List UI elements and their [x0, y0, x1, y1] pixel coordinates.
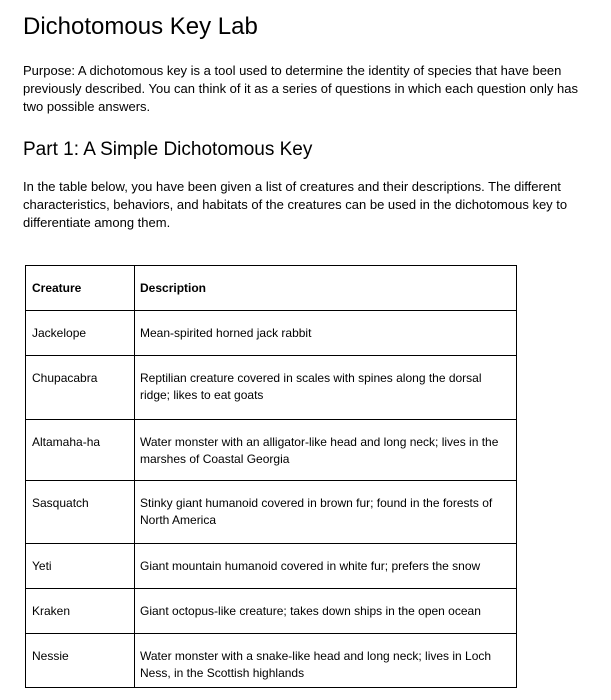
creature-name: Nessie — [32, 649, 69, 663]
header-cell-description — [135, 266, 517, 311]
description-cell — [135, 481, 517, 544]
creature-name: Altamaha-ha — [32, 435, 101, 449]
creature-description: Reptilian creature covered in scales with spines along the dorsal ridge; likes to eat goats — [140, 371, 482, 402]
table-row — [26, 420, 517, 481]
creature-cell — [26, 311, 135, 356]
creature-description: Water monster with an alligator-like head and long neck; lives in the marshes of Coastal Georgia — [140, 435, 499, 466]
creature-name: Yeti — [32, 559, 52, 573]
table-row — [26, 589, 517, 634]
document-title: Dichotomous Key Lab — [23, 13, 258, 40]
creature-cell — [26, 420, 135, 481]
table-row — [26, 311, 517, 356]
creature-cell — [26, 589, 135, 634]
header-description-label: Description — [140, 281, 207, 295]
header-cell-creature — [26, 266, 135, 311]
description-cell — [135, 420, 517, 481]
table-row — [26, 634, 517, 688]
table-row — [26, 544, 517, 589]
creature-name: Sasquatch — [32, 496, 89, 510]
description-cell — [135, 356, 517, 420]
creature-name: Jackelope — [32, 326, 87, 340]
description-cell — [135, 589, 517, 634]
creature-description: Mean-spirited horned jack rabbit — [140, 326, 312, 340]
creature-table — [25, 265, 517, 688]
creature-description: Water monster with a snake-like head and long neck; lives in Loch Ness, in the Scottish highlands — [140, 649, 492, 680]
creature-cell — [26, 544, 135, 589]
part1-intro-paragraph: In the table below, you have been given a list of creatures and their descriptions. The different characteristics, behaviors, and habitats of the creatures can be used in the dichotomous key to differentiate among them. — [23, 179, 568, 230]
creature-name: Chupacabra — [32, 371, 98, 385]
creature-cell — [26, 634, 135, 688]
description-cell — [135, 634, 517, 688]
creature-description: Giant octopus-like creature; takes down ships in the open ocean — [140, 604, 481, 618]
table-row — [26, 481, 517, 544]
table-row — [26, 356, 517, 420]
purpose-paragraph: Purpose: A dichotomous key is a tool used to determine the identity of species that have been previously described. You can think of it as a series of questions in which each question only has two possible answers. — [23, 63, 579, 114]
creature-description: Giant mountain humanoid covered in white fur; prefers the snow — [140, 559, 481, 573]
header-creature-label: Creature — [32, 281, 82, 295]
part1-heading: Part 1: A Simple Dichotomous Key — [23, 139, 313, 160]
description-cell — [135, 544, 517, 589]
description-cell — [135, 311, 517, 356]
creature-cell — [26, 481, 135, 544]
creature-description: Stinky giant humanoid covered in brown fur; found in the forests of North America — [140, 496, 493, 527]
table-header-row — [26, 266, 517, 311]
creature-cell — [26, 356, 135, 420]
creature-name: Kraken — [32, 604, 71, 618]
